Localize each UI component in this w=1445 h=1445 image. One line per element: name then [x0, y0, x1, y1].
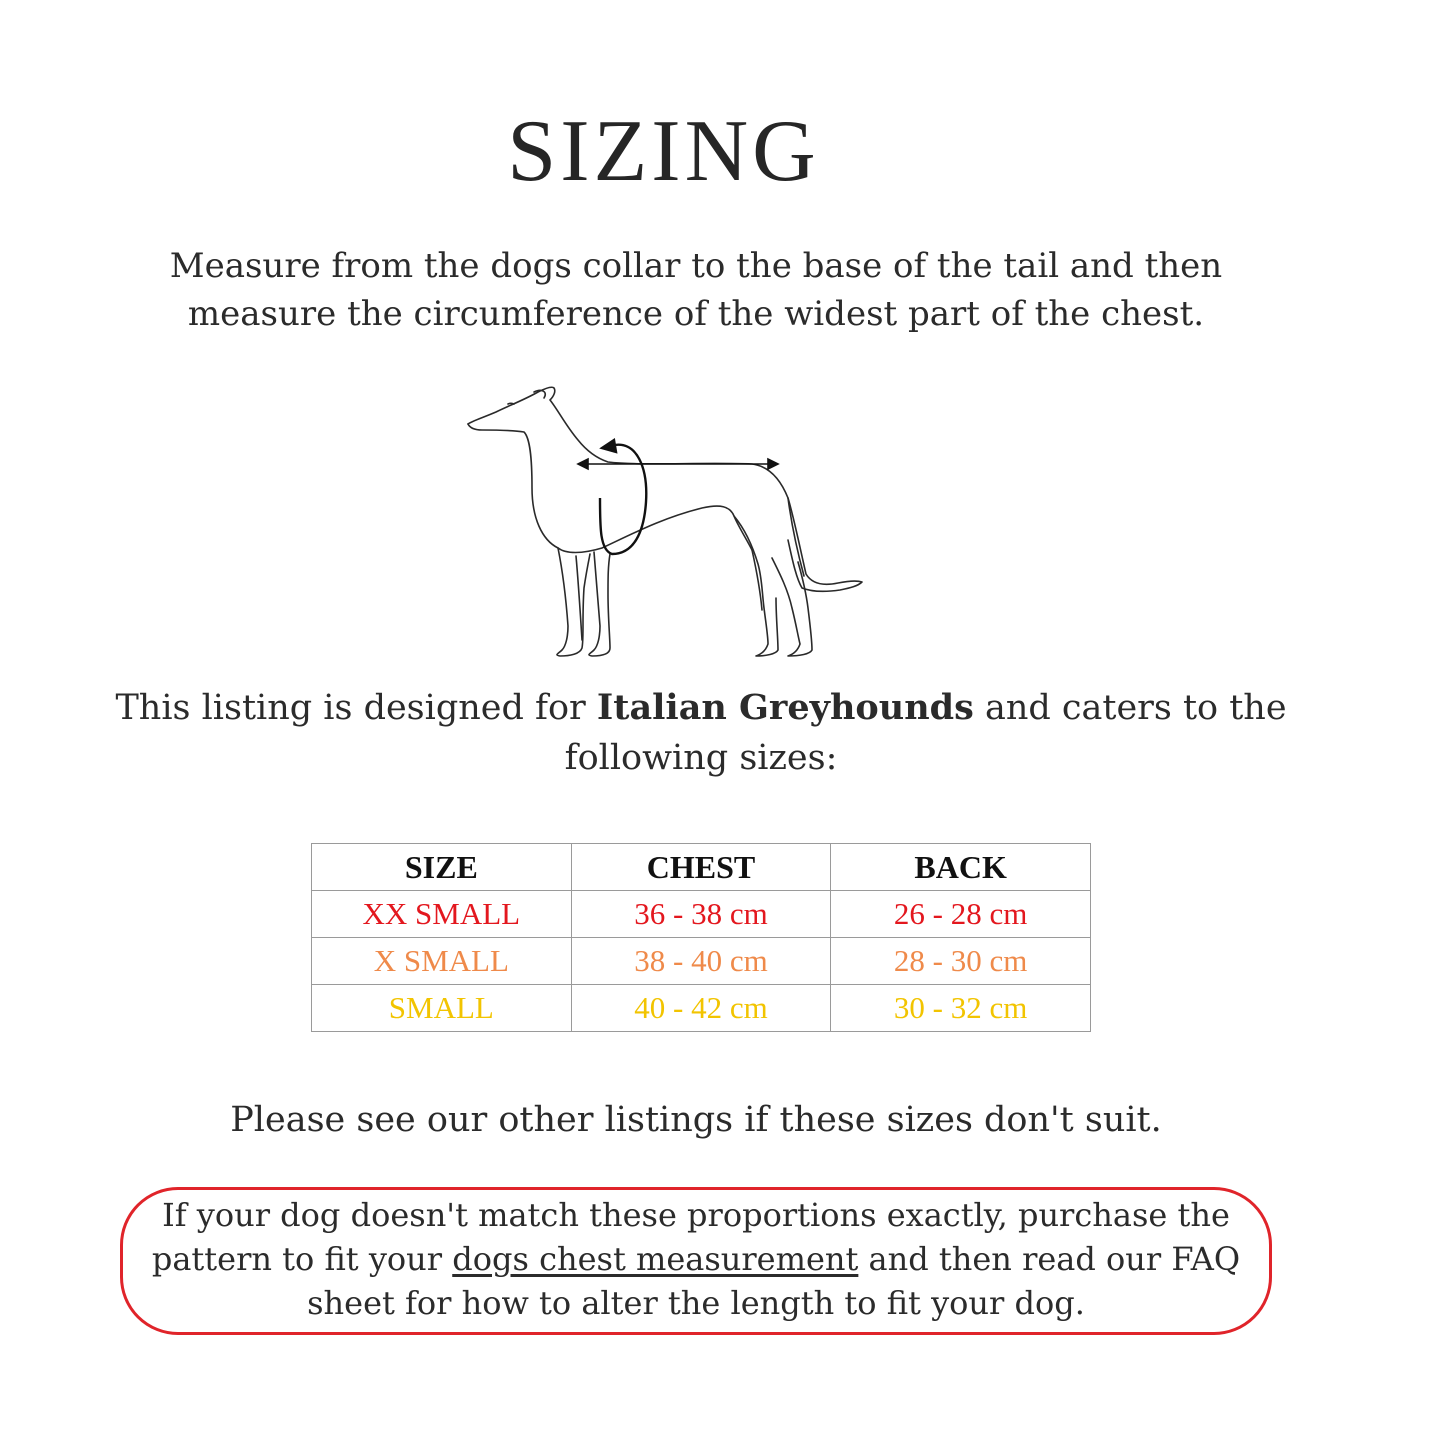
- measuring-instructions: [60, 242, 1332, 338]
- listing-line-1: [60, 683, 1342, 733]
- back-length-arrow: [578, 459, 778, 469]
- table-header-row: [312, 844, 1091, 891]
- other-listings-note: Please see our other listings if these sizes don't suit.: [230, 1100, 1162, 1140]
- size-cell: X SMALL: [312, 938, 572, 985]
- listing-description: [60, 683, 1342, 783]
- table-row: [312, 985, 1091, 1032]
- table-row: [312, 891, 1091, 938]
- note-line-2-suffix: and then read our FAQ: [858, 1240, 1241, 1278]
- instructions-line-2: measure the circumference of the widest part of the chest.: [187, 294, 1205, 334]
- breed-name: Italian Greyhounds: [596, 687, 974, 728]
- greyhound-measurement-diagram: [462, 378, 868, 660]
- note-line-1: If your dog doesn't match these proportions exactly, purchase the: [162, 1196, 1230, 1234]
- chest-circumference-loop: [600, 440, 646, 554]
- back-cell: 28 - 30 cm: [831, 938, 1091, 985]
- header-size: SIZE: [312, 844, 572, 891]
- header-back: BACK: [831, 844, 1091, 891]
- chest-cell: 40 - 42 cm: [571, 985, 831, 1032]
- note-line-2: [120, 1237, 1272, 1281]
- listing-suffix: and caters to the: [973, 688, 1287, 728]
- dog-outline: [468, 387, 862, 591]
- chest-cell: 38 - 40 cm: [571, 938, 831, 985]
- pattern-note-text: [120, 1193, 1272, 1325]
- note-line-2-prefix: pattern to fit your: [151, 1240, 453, 1278]
- listing-line-2: following sizes:: [564, 738, 838, 778]
- size-cell: SMALL: [312, 985, 572, 1032]
- chest-measurement-link[interactable]: dogs chest measurement: [452, 1240, 859, 1278]
- size-cell: XX SMALL: [312, 891, 572, 938]
- table-row: [312, 938, 1091, 985]
- note-line-3: sheet for how to alter the length to fit your dog.: [307, 1284, 1085, 1322]
- back-cell: 26 - 28 cm: [831, 891, 1091, 938]
- listing-prefix: This listing is designed for: [115, 688, 597, 728]
- back-cell: 30 - 32 cm: [831, 985, 1091, 1032]
- chest-cell: 36 - 38 cm: [571, 891, 831, 938]
- header-chest: CHEST: [571, 844, 831, 891]
- instructions-line-1: Measure from the dogs collar to the base of the tail and then: [169, 246, 1223, 286]
- page-title: SIZING: [507, 103, 820, 200]
- size-chart-table: [311, 843, 1091, 1032]
